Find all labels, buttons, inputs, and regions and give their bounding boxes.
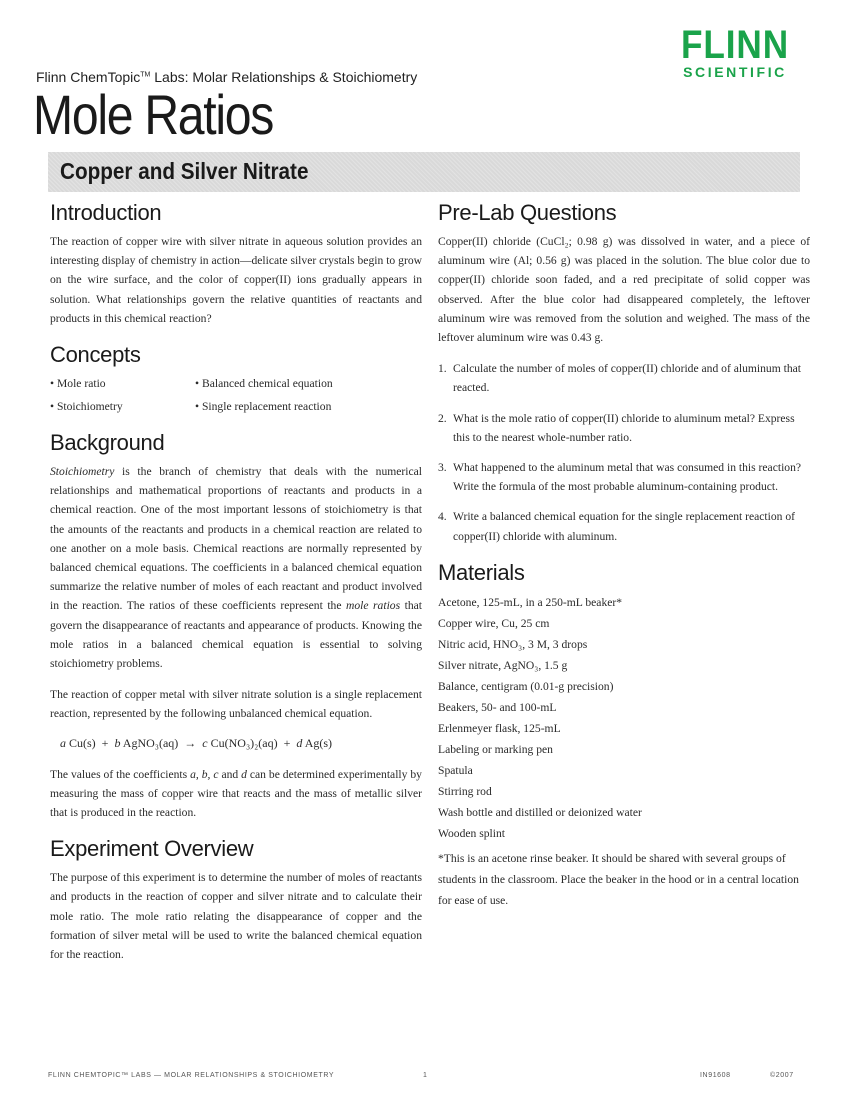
overview-heading: Experiment Overview: [50, 836, 254, 862]
question-number: 1.: [438, 362, 447, 376]
concepts-section: [50, 342, 422, 416]
concept-item: • Single replacement reaction: [195, 397, 422, 416]
introduction-text: The reaction of copper wire with silver nitrate in aqueous solution provides an interesting display of chemistry in action—delicate silver crystals begin to grow on the wire surface, and the color of copper(II) ions gradually appears in solution. What relationships govern the relative quantities of reactants and products in this chemical reaction?: [50, 235, 422, 325]
question-text: What is the mole ratio of copper(II) chloride to aluminum metal? Express this to the nearest whole-number ratio.: [453, 411, 795, 444]
overview-section: [50, 836, 422, 964]
coef-b: b: [114, 735, 121, 750]
material-item: Erlenmeyer flask, 125-mL: [438, 721, 561, 735]
text-span: that govern the disappearance of reactants and appearance of products. Knowing the mole ratios in a balanced chemical equation is essential to solving stoichiometry problems.: [50, 599, 422, 671]
page-title: Mole Ratios: [33, 83, 274, 146]
material-item: Copper wire, Cu, 25 cm: [438, 616, 550, 630]
background-paragraph-1: [50, 462, 422, 673]
background-paragraph-3: [50, 765, 422, 823]
eq-part: Cu(NO₃)₂(aq) +: [207, 735, 297, 750]
prelab-section: [438, 200, 810, 546]
background-paragraph-2: The reaction of copper metal with silver nitrate solution is a single replacement reaction, represented by the following unbalanced chemical equation.: [50, 688, 422, 721]
question-number: 4.: [438, 510, 447, 524]
question-item: [438, 359, 810, 397]
coef-d: d: [296, 735, 303, 750]
background-section: [50, 430, 422, 822]
prelab-questions: [438, 359, 810, 546]
chemical-equation: [60, 736, 422, 751]
material-item: Acetone, 125-mL, in a 250-mL beaker*: [438, 595, 623, 609]
concepts-heading: Concepts: [50, 342, 141, 368]
coef-vars: a, b, c: [190, 767, 219, 781]
prelab-intro: Copper(II) chloride (CuCl₂; 0.98 g) was dissolved in water, and a piece of aluminum wire (Al; 0.56 g) was placed in the solution. The blue color due to copper(II) chloride soon faded, and a red precipitate of solid copper was observed. After the blue color had disappeared completely, the leftover aluminum wire was removed from the solution and weighed. The mass of the leftover aluminum wire was 0.43 g.: [438, 235, 810, 345]
material-item: Wash bottle and distilled or deionized water: [438, 805, 642, 819]
page-subtitle: Copper and Silver Nitrate: [60, 158, 309, 184]
series-name: Flinn ChemTopic: [36, 69, 141, 85]
logo-scientific: SCIENTIFIC: [683, 64, 787, 80]
footer-page-number: 1: [423, 1072, 428, 1079]
background-heading: Background: [50, 430, 165, 456]
footer-series: FLINN CHEMTOPIC™ LABS — MOLAR RELATIONSHIPS & STOICHIOMETRY: [48, 1072, 335, 1079]
text-span: and: [218, 767, 242, 781]
text-span: can be determined experimentally by measuring the mass of copper wire that reacts and the mass of metallic silver that is produced in the reaction.: [50, 767, 422, 820]
eq-part: AgNO₃(aq) →: [120, 735, 203, 750]
material-item: Beakers, 50- and 100-mL: [438, 700, 557, 714]
series-rest: Labs: Molar Relationships & Stoichiometry: [150, 69, 418, 85]
concept-item: • Balanced chemical equation: [195, 374, 422, 393]
question-number: 3.: [438, 461, 447, 475]
flinn-scientific-logo: [668, 23, 802, 80]
concept-item: • Mole ratio: [50, 374, 195, 393]
question-text: Calculate the number of moles of copper(II) chloride and of aluminum that reacted.: [453, 362, 802, 395]
footer-copyright: ©2007: [770, 1072, 794, 1079]
question-text: What happened to the aluminum metal that was consumed in this reaction? Write the formula of the most probable aluminum-containing product.: [453, 461, 802, 494]
footer-code: IN91608: [700, 1072, 731, 1079]
term-stoichiometry: Stoichiometry: [50, 465, 115, 479]
logo-flinn: FLINN: [680, 23, 790, 67]
materials-heading: Materials: [438, 559, 525, 585]
question-text: Write a balanced chemical equation for the single replacement reaction of copper(II) chloride with aluminum.: [453, 510, 796, 543]
coef-a: a: [60, 735, 66, 750]
eq-part: Cu(s) +: [66, 735, 115, 750]
coef-d: d: [241, 767, 247, 781]
text-span: is the branch of chemistry that deals with the numerical relationships and mathematical proportions of reactants and products in a chemical reaction. One of the most important lessons of stoichiometry is that the amounts of the reactants and products in a chemical reaction are related to one another on a mole basis. Chemical reactions are normally represented by balanced chemical equations. The coefficients in a balanced chemical equation summarize the relative number of moles of each reactant and product involved in the reaction. The ratios of these coefficients represent the: [50, 465, 422, 613]
subtitle-bar: [48, 152, 800, 192]
term-mole-ratios: mole ratios: [346, 599, 401, 613]
concept-item: • Stoichiometry: [50, 397, 195, 416]
question-item: [438, 458, 810, 496]
eq-part: Ag(s): [302, 735, 333, 750]
question-item: [438, 409, 810, 447]
text-span: The values of the coefficients: [50, 767, 191, 781]
material-item: Balance, centigram (0.01-g precision): [438, 679, 614, 693]
materials-section: [438, 560, 810, 911]
trademark: TM: [140, 71, 151, 79]
right-column: [438, 200, 810, 925]
material-item: Labeling or marking pen: [438, 742, 553, 756]
introduction-section: [50, 200, 422, 328]
concepts-list: [50, 374, 422, 416]
materials-footnote: *This is an acetone rinse beaker. It should be shared with several groups of students in the classroom. Place the beaker in the hood or in a central location for ease of use.: [438, 851, 799, 907]
question-item: [438, 507, 810, 545]
material-item: Spatula: [438, 763, 473, 777]
material-item: Nitric acid, HNO₃, 3 M, 3 drops: [438, 637, 588, 651]
overview-text: The purpose of this experiment is to determine the number of moles of reactants and products in the reaction of copper and silver nitrate and to calculate their mole ratio. The mole ratio relating the disappearance of copper and the formation of silver metal will be used to write the balanced chemical equation for the reaction.: [50, 871, 422, 962]
coef-c: c: [202, 735, 208, 750]
introduction-heading: Introduction: [50, 200, 162, 225]
material-item: Stirring rod: [438, 784, 492, 798]
question-number: 2.: [438, 411, 447, 425]
prelab-heading: Pre-Lab Questions: [438, 200, 617, 225]
material-item: Wooden splint: [438, 826, 506, 840]
material-item: Silver nitrate, AgNO₃, 1.5 g: [438, 658, 568, 672]
left-column: [50, 200, 422, 978]
